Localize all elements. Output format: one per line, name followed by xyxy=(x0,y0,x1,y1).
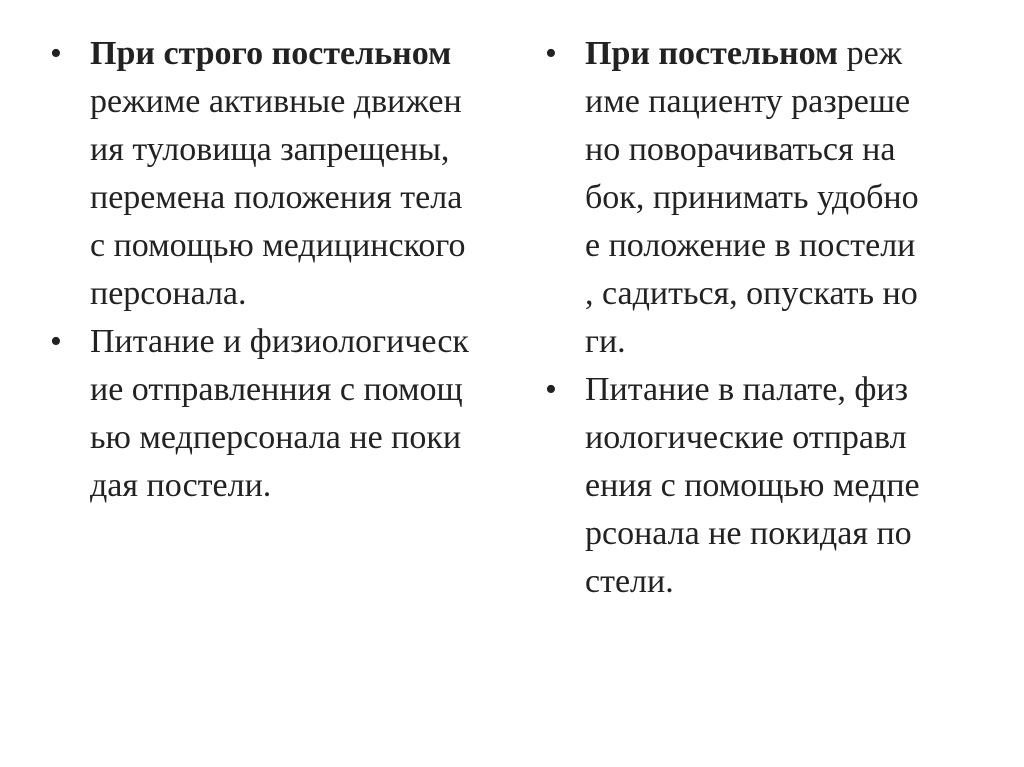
text-line: режиме активные движен xyxy=(90,83,462,120)
line-text: реж xyxy=(838,35,903,72)
text-line: ения с помощью медпе xyxy=(585,467,920,504)
bold-text: При постельном xyxy=(585,35,839,72)
text-line xyxy=(585,30,985,78)
bullet-icon: • xyxy=(545,35,557,72)
text-line: стели. xyxy=(585,563,674,600)
text-line: иологические отправл xyxy=(585,419,907,456)
list-item xyxy=(545,30,985,366)
text-line: Питание и физиологическ xyxy=(90,323,469,360)
text-line: дая постели. xyxy=(90,467,272,504)
text-line: Питание в палате, физ xyxy=(585,371,909,408)
bullet-icon: • xyxy=(545,371,557,408)
bold-text: При строго постельном xyxy=(90,35,452,72)
text-line xyxy=(90,30,540,78)
list-item xyxy=(50,318,540,510)
text-line: бок, принимать удобно xyxy=(585,179,919,216)
bullet-icon: • xyxy=(50,323,62,360)
right-column xyxy=(545,30,985,606)
text-line: ия туловища запрещены, xyxy=(90,131,450,168)
text-line: ие отправленния с помощ xyxy=(90,371,463,408)
text-line: име пациенту разреше xyxy=(585,83,911,120)
text-line: ги. xyxy=(585,323,626,360)
text-line: перемена положения тела xyxy=(90,179,463,216)
bullet-icon: • xyxy=(50,35,62,72)
text-line: с помощью медицинского xyxy=(90,227,466,264)
text-line: е положение в постели xyxy=(585,227,916,264)
left-column xyxy=(50,30,540,510)
text-line: персонала. xyxy=(90,275,247,312)
text-line: рсонала не покидая по xyxy=(585,515,912,552)
list-item xyxy=(50,30,540,318)
text-line: но поворачиваться на xyxy=(585,131,896,168)
list-item xyxy=(545,366,985,606)
text-line: , садиться, опускать но xyxy=(585,275,918,312)
text-line: ью медперсонала не поки xyxy=(90,419,462,456)
